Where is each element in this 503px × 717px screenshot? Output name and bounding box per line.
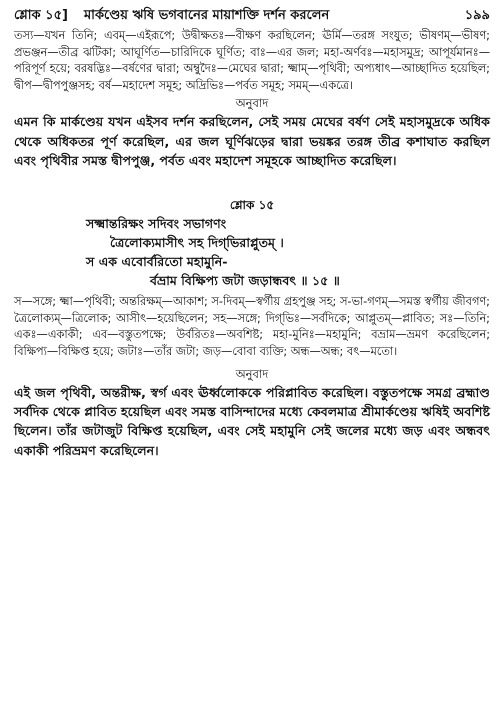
previous-translation-heading: অনুবাদ bbox=[235, 96, 269, 111]
verse-text bbox=[14, 214, 490, 290]
running-header bbox=[14, 6, 490, 28]
translation-heading: অনুবাদ bbox=[235, 366, 269, 381]
header-title: মার্কণ্ডেয় ঋষি ভগবানের মায়াশক্তি দর্শন করলেন bbox=[83, 8, 330, 23]
verse-line: স এক এবোর্বরিতো মহামুনি- bbox=[86, 254, 228, 270]
synonyms: স—সঙ্গে; ক্ষ্মা—পৃথিবী; অন্তরিক্ষম্—আকাশ; স-দিবম্—স্বর্গীয় গ্রহপুঞ্জ সহ; স-ভা-গণম্—সমস্ত স্বর্গীয় জীবগণ; ত্রৈলোক্যম্—ত্রিলোক; আসীৎ—হয়েছিলেন; সহ—সঙ্গে; দিগ্‌ভিঃ—সর্বদিকে; আপ্লুতম্—প্লাবিত; সঃ—তিনি; একঃ—একাকী; এব—বস্তুতপক্ষে; উর্বরিতঃ—অবশিষ্ট; মহা-মুনিঃ—মহামুনি; বভ্রাম—ভ্রমণ করেছিলেন; বিক্ষিপ্য—বিক্ষিপ্ত হয়ে; জটাঃ—তাঁর জটা; জড়—বোবা ব্যক্তি; অন্ধ—অন্ধ; বৎ—মতো। bbox=[14, 295, 490, 359]
page-number: ১৯৯ bbox=[464, 8, 490, 23]
previous-translation: এমন কি মার্কণ্ডেয় যখন এইসব দর্শন করছিলেন, সেই সময় মেঘের বর্ষণ সেই মহাসমুদ্রকে অধিক থেকে অধিকতর পূর্ণ করেছিল, এর জল ঘূর্ণিঝড়ের দ্বারা ভয়ঙ্কর তরঙ্গ তীব্র কশাঘাত করছিল এবং পৃথিবীর সমস্ত দ্বীপপুঞ্জ, পর্বত এবং মহাদেশ সমূহকে আচ্ছাদিত করেছিল। bbox=[14, 114, 490, 168]
page bbox=[14, 6, 490, 460]
verse-heading: শ্লোক ১৫ bbox=[229, 198, 275, 213]
header-verse-ref: শ্লোক ১৫] bbox=[14, 8, 68, 23]
previous-synonyms: তস্য—যখন তিনি; এবম্—এইরূপে; উদ্বীক্ষতঃ—বীক্ষণ করছিলেন; ঊর্মি—তরঙ্গ সংযুত; ভীষণম্—ভীষণ; প্রভঞ্জন—তীব্র ঝটিকা; আঘূর্ণিত—চারিদিকে ঘূর্ণিত; বাঃ—এর জল; মহা-অর্ণবঃ—মহাসমুদ্র; আপূর্যমানঃ—পরিপূর্ণ হয়ে; বরষদ্ভিঃ—বর্ষণের দ্বারা; অম্বুদৈঃ—মেঘের দ্বারা; ক্ষ্মাম্—পৃথিবী; অপ্যধাৎ—আচ্ছাদিত হয়েছিল; দ্বীপ—দ্বীপপুঞ্জসহ; বর্ষ—মহাদেশ সমূহ; অদ্রিভিঃ—পর্বত সমূহ; সমম্—একত্রে। bbox=[14, 29, 490, 92]
verse-line: র্বভ্রাম বিক্ষিপ্য জটা জড়ান্ধবৎ ॥ ১৫ ॥ bbox=[150, 273, 340, 289]
verse-line: ত্রৈলোক্যমাসীৎ সহ দিগ্‌ভিরাপ্লুতম্ । bbox=[110, 235, 284, 251]
translation: এই জল পৃথিবী, অন্তরীক্ষ, স্বর্গ এবং ঊর্ধ্বলোককে পরিপ্লাবিত করেছিল। বস্তুতপক্ষে সমগ্র ব্রহ্মাণ্ড সর্বদিক থেকে প্লাবিত হয়েছিল এবং সমস্ত বাসিন্দাদের মধ্যে কেবলমাত্র শ্রীমার্কণ্ডেয় ঋষিই অবশিষ্ট ছিলেন। তাঁর জটাজুট বিক্ষিপ্ত হয়েছিল, এবং সেই মহামুনি সেই জলের মধ্যে জড় এবং অন্ধবৎ একাকী পরিভ্রমণ করেছিলেন। bbox=[14, 384, 490, 458]
verse-line: সক্ষ্মান্তরিক্ষং সদিবং সভাগণং bbox=[86, 216, 227, 232]
